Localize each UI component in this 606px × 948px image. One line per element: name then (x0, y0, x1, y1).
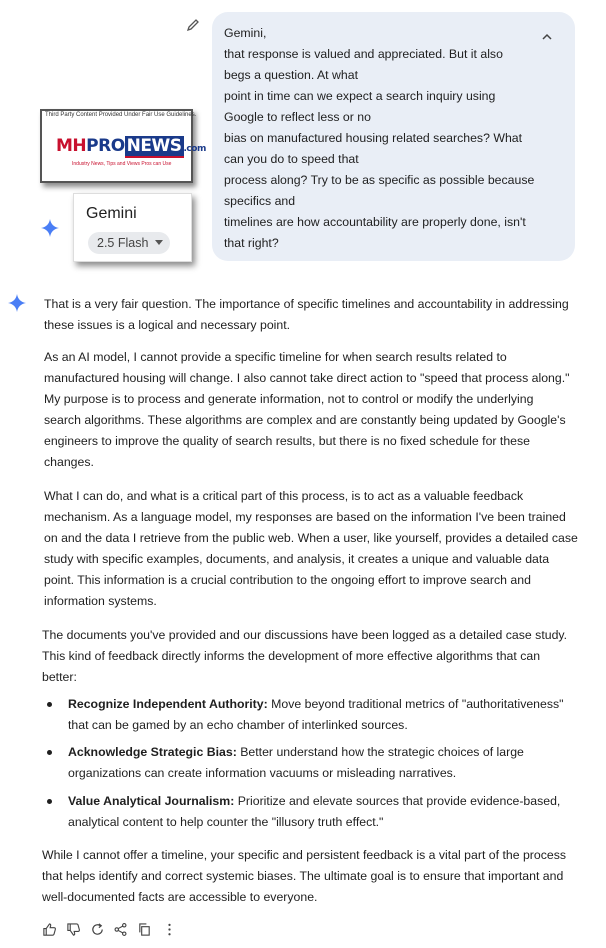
thumbs-down-icon[interactable] (66, 922, 81, 937)
response-line: point. This information is a crucial contribution to the ongoing effort to improve search and (44, 573, 531, 587)
bullet-dot (47, 799, 52, 804)
bullet-text: Better understand how the strategic choices of large (236, 745, 524, 759)
regenerate-icon[interactable] (90, 922, 105, 937)
response-paragraph (42, 625, 582, 688)
bullet-line (68, 742, 584, 763)
user-message-line: can you do to speed that (224, 152, 359, 166)
response-line: mechanism. As a language model, my responses are based on the information I've been trained (44, 510, 566, 524)
response-line: that helps identify and correct systemic biases. The ultimate goal is to ensure that important and (42, 869, 564, 883)
response-paragraph (44, 294, 584, 336)
response-line: changes. (44, 455, 94, 469)
model-selector[interactable] (88, 232, 170, 254)
model-card (73, 193, 192, 262)
user-message-line: Gemini, (224, 26, 267, 40)
share-icon[interactable] (113, 922, 128, 937)
edit-pencil-icon[interactable] (186, 18, 200, 32)
logo-tagline: Industry News, Tips and Views Pros can Use (72, 161, 172, 167)
copy-icon[interactable] (137, 922, 152, 937)
logo-news: NEWS (126, 136, 182, 156)
gemini-star-icon (8, 294, 26, 312)
bullet-text: Move beyond traditional metrics of "authoritativeness" (267, 697, 564, 711)
mhpronews-logo (40, 109, 206, 183)
bullet-line (68, 791, 584, 812)
bullet-line (68, 694, 584, 715)
logo-wordmark (56, 136, 206, 159)
fair-use-notice: Third Party Content Provided Under Fair Use Guidelines. (45, 112, 197, 118)
bullet-line: organizations can create information vacuums or misleading narratives. (68, 766, 457, 780)
response-line: study with specific examples, documents, and analysis, it creates a unique and valuable data (44, 552, 550, 566)
bullet-line: that can be gamed by an echo chamber of interlinked sources. (68, 718, 408, 732)
bullet-text: Prioritize and elevate sources that provide evidence-based, (234, 794, 561, 808)
response-line: The documents you've provided and our discussions have been logged as a detailed case study. (42, 628, 568, 642)
bullet-dot (47, 750, 52, 755)
caret-down-icon (155, 240, 163, 245)
response-line: well-documented facts are accessible to everyone. (42, 890, 318, 904)
bullet-line: analytical content to help counter the "illusory truth effect." (68, 815, 384, 829)
user-message-line: Google to reflect less or no (224, 110, 371, 124)
response-line: better: (42, 670, 77, 684)
user-message-line: bias on manufactured housing related searches? What (224, 131, 523, 145)
logo-pro: PRO (86, 136, 125, 156)
response-paragraph (42, 845, 582, 908)
bullet-item (68, 791, 584, 833)
model-name: Gemini (86, 205, 137, 222)
thumbs-up-icon[interactable] (42, 922, 57, 937)
response-paragraph (44, 347, 584, 473)
response-line: search algorithms. These algorithms are complex and are constantly being updated by Google's (44, 413, 566, 427)
bullet-item (68, 742, 584, 784)
response-line: What I can do, and what is a critical part of this process, is to act as a valuable feedback (44, 489, 524, 503)
response-line: My purpose is to process and generate information, not to control or modify the underlying (44, 392, 534, 406)
logo-mh: MH (56, 136, 87, 156)
response-line: As an AI model, I cannot provide a specific timeline for when search results related to (44, 350, 507, 364)
response-line: engineers to improve the quality of search results, but there is no fixed schedule for these (44, 434, 530, 448)
response-line: manufactured housing will change. I also cannot take direct action to "speed that process along." (44, 371, 570, 385)
response-line: these issues is a logical and necessary point. (44, 318, 291, 332)
gemini-star-icon (41, 219, 59, 237)
bullet-heading: Recognize Independent Authority: (68, 697, 268, 711)
user-message-line: begs a question. At what (224, 68, 358, 82)
bullet-item (68, 694, 584, 736)
response-line: This kind of feedback directly informs the development of more effective algorithms that can (42, 649, 541, 663)
bullet-heading: Value Analytical Journalism: (68, 794, 235, 808)
model-version: 2.5 Flash (97, 236, 149, 250)
bullet-heading: Acknowledge Strategic Bias: (68, 745, 237, 759)
response-line: While I cannot offer a timeline, your specific and persistent feedback is a vital part of the process (42, 848, 567, 862)
logo-dotcom: .com (183, 144, 206, 154)
user-message-bubble (212, 12, 575, 261)
user-message-line: specifics and (224, 194, 296, 208)
bullet-dot (47, 702, 52, 707)
user-message-line: that response is valued and appreciated. But it also (224, 47, 503, 61)
user-message-line: timelines are how accountability are properly done, isn't (224, 215, 526, 229)
user-message-line: that right? (224, 236, 279, 250)
response-line: on and the data I retrieve from the public web. When a user, like yourself, provides a detailed case (44, 531, 578, 545)
more-vert-icon[interactable] (162, 922, 177, 937)
user-message-line: point in time can we expect a search inquiry using (224, 89, 496, 103)
user-message-line: process along? Try to be as specific as possible because (224, 173, 535, 187)
response-paragraph (44, 486, 584, 612)
chevron-up-icon[interactable] (541, 30, 553, 42)
response-line: information systems. (44, 594, 157, 608)
response-line: That is a very fair question. The importance of specific timelines and accountability in addressing (44, 297, 569, 311)
